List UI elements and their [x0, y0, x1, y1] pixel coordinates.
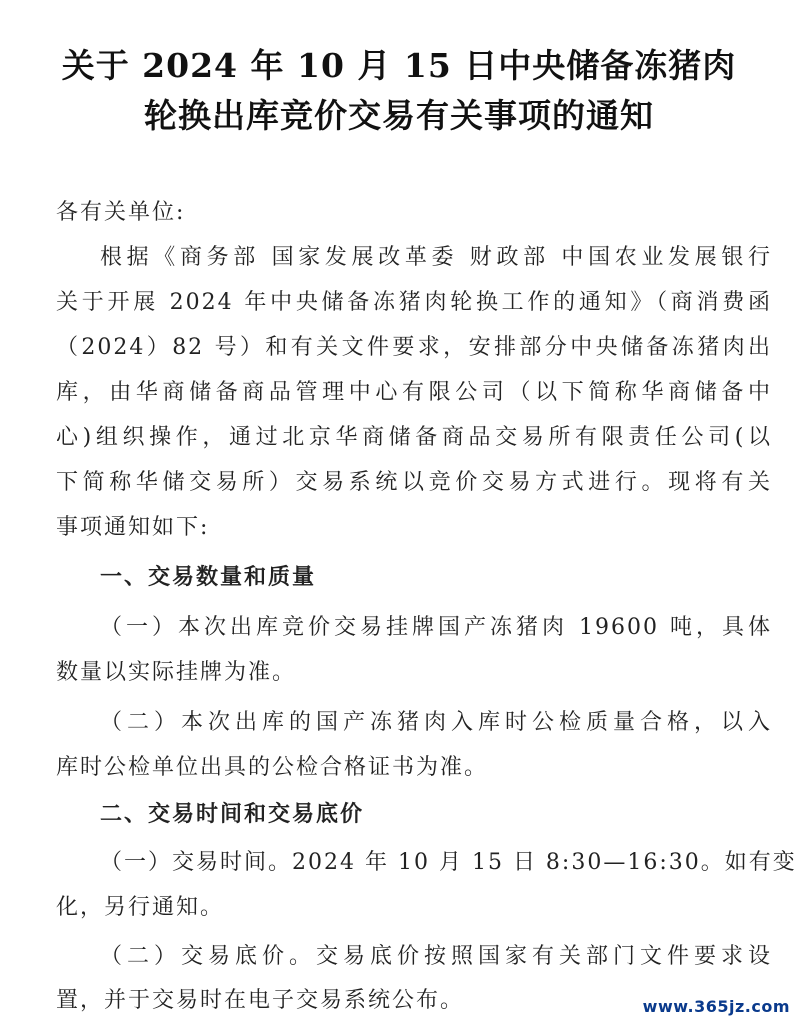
section-2-item-1-line-1: （一）交易时间。2024 年 10 月 15 日 8:30—16:30。如有变 [100, 850, 797, 875]
intro-line-6: 下简称华储交易所）交易系统以竞价交易方式进行。现将有关 [56, 470, 772, 495]
section-2-item-2-line-1: （二）交易底价。交易底价按照国家有关部门文件要求设 [100, 944, 772, 969]
intro-line-7: 事项通知如下: [56, 515, 210, 540]
section-1-heading: 一、交易数量和质量 [100, 565, 317, 590]
intro-line-1: 根据《商务部 国家发展改革委 财政部 中国农业发展银行 [100, 245, 772, 270]
section-1-item-2-line-1: （二）本次出库的国产冻猪肉入库时公检质量合格，以入 [100, 710, 772, 735]
document-title-line-2: 轮换出库竞价交易有关事项的通知 [144, 96, 654, 135]
intro-line-3: （2024）82 号）和有关文件要求，安排部分中央储备冻猪肉出 [56, 335, 772, 360]
section-1-item-1-line-1: （一）本次出库竞价交易挂牌国产冻猪肉 19600 吨，具体 [100, 615, 772, 640]
section-2-item-2-line-2: 置，并于交易时在电子交易系统公布。 [56, 988, 465, 1013]
section-2-item-1-line-2: 化，另行通知。 [56, 895, 225, 920]
intro-line-2: 关于开展 2024 年中央储备冻猪肉轮换工作的通知》（商消费函 [56, 290, 772, 315]
salutation: 各有关单位: [56, 200, 186, 225]
section-1-item-2-line-2: 库时公检单位出具的公检合格证书为准。 [56, 755, 489, 780]
section-2-heading: 二、交易时间和交易底价 [100, 802, 365, 827]
section-1-item-1-line-2: 数量以实际挂牌为准。 [56, 660, 297, 685]
document-title-line-1: 关于 2024 年 10 月 15 日中央储备冻猪肉 [61, 46, 737, 85]
intro-line-4: 库，由华商储备商品管理中心有限公司（以下简称华商储备中 [56, 380, 772, 405]
site-watermark: www.365jz.com [642, 997, 790, 1016]
intro-line-5: 心)组织操作，通过北京华商储备商品交易所有限责任公司(以 [56, 425, 772, 450]
